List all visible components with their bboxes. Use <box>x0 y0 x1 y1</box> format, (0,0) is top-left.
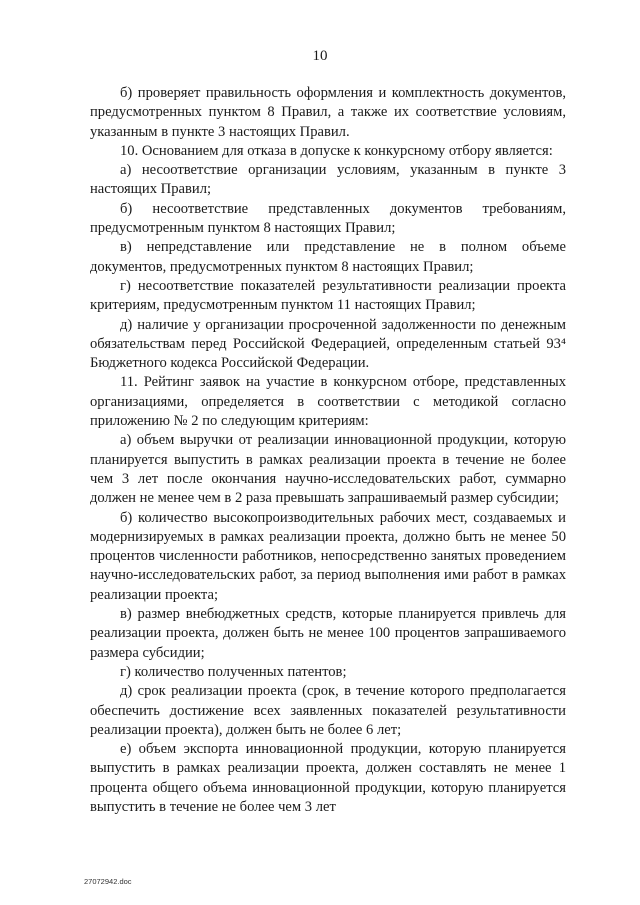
paragraph-10g: г) несоответствие показателей результативности реализации проекта критериям, предусмотренным пунктом 11 настоящих Правил; <box>90 277 566 314</box>
document-body <box>90 84 566 817</box>
paragraph-11v: в) размер внебюджетных средств, которые планируется привлечь для реализации проекта, должен быть не менее 100 процентов запрашиваемого размера субсидии; <box>90 606 566 661</box>
paragraph-11d: д) срок реализации проекта (срок, в течение которого предполагается обеспечить достижение всех заявленных показателей результативности реализации проекта), должен быть не более 6 лет; <box>90 683 566 738</box>
paragraph-10d: д) наличие у организации просроченной задолженности по денежным обязательствам перед Российской Федерацией, определенным статьей 93⁴ Бюджетного кодекса Российской Федерации. <box>90 316 566 372</box>
paragraph-11a: а) объем выручки от реализации инновационной продукции, которую планируется выпустить в рамках реализации проекта в течение не более чем 3 лет после окончания научно-исследовательских работ, суммарно должен не менее чем в 2 раза превышать запрашиваемый размер субсидии; <box>90 432 566 507</box>
footer-filename: 27072942.doc <box>84 877 132 886</box>
paragraph-10: 10. Основанием для отказа в допуске к конкурсному отбору является: <box>120 142 553 159</box>
paragraph-11g: г) количество полученных патентов; <box>120 663 347 680</box>
paragraph-10v: в) непредставление или представление не в полном объеме документов, предусмотренных пунктом 8 настоящих Правил; <box>90 239 566 275</box>
paragraph-11e: е) объем экспорта инновационной продукции, которую планируется выпустить в рамках реализации проекта, должен составлять не менее 1 процента общего объема инновационной продукции, которую планируется выпустить в течение не более чем 3 лет <box>90 741 566 815</box>
paragraph-11b: б) количество высокопроизводительных рабочих мест, создаваемых и модернизируемых в рамках реализации проекта, должно быть не менее 50 процентов численности работников, непосредственно занятых проведением научно-исследовательских работ, за период выполнения ими работ в рамках реализации проекта; <box>90 509 566 603</box>
paragraph-9b: б) проверяет правильность оформления и комплектность документов, предусмотренных пунктом 8 Правил, а также их соответствие условиям, указанным в пункте 3 настоящих Правил. <box>90 85 566 140</box>
paragraph-11: 11. Рейтинг заявок на участие в конкурсном отборе, представленных организациями, определяется в соответствии с методикой согласно приложению № 2 по следующим критериям: <box>90 374 566 430</box>
paragraph-10a: а) несоответствие организации условиям, указанным в пункте 3 настоящих Правил; <box>90 162 566 198</box>
page-number: 10 <box>312 48 328 64</box>
paragraph-10b: б) несоответствие представленных документов требованиям, предусмотренным пунктом 8 настоящих Правил; <box>90 200 566 237</box>
